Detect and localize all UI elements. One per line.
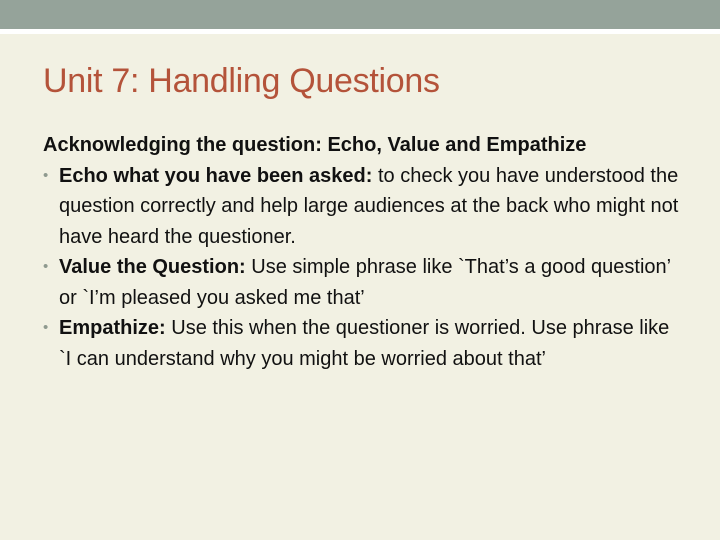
bullet-lead: Empathize:: [59, 317, 166, 339]
bullet-empathize: [43, 313, 683, 374]
slide-title: Unit 7: Handling Questions: [43, 62, 440, 100]
bullet-dot-icon: •: [43, 319, 49, 336]
bullet-echo: [43, 161, 683, 253]
slide-body: [43, 130, 683, 374]
bullet-text: to check you have understood the question correctly and help large audiences at the back who might not have heard the questioner.: [59, 164, 679, 248]
bullet-value: [43, 252, 683, 313]
bullet-text: Use simple phrase like `That’s a good question’ or `I’m pleased you asked me that’: [59, 256, 671, 309]
bullet-dot-icon: •: [43, 166, 49, 184]
bullet-text: Use this when the questioner is worried. Use phrase like `I can understand why you might be worried about that’: [59, 317, 670, 370]
slide: [0, 34, 720, 540]
bullet-lead: Value the Question:: [59, 256, 246, 278]
bullet-lead: Echo what you have been asked:: [59, 164, 373, 187]
top-bar: [0, 0, 720, 29]
bullet-dot-icon: •: [43, 258, 49, 275]
bullet-list: [43, 161, 683, 375]
section-heading: Acknowledging the question: Echo, Value and Empathize: [43, 134, 587, 156]
